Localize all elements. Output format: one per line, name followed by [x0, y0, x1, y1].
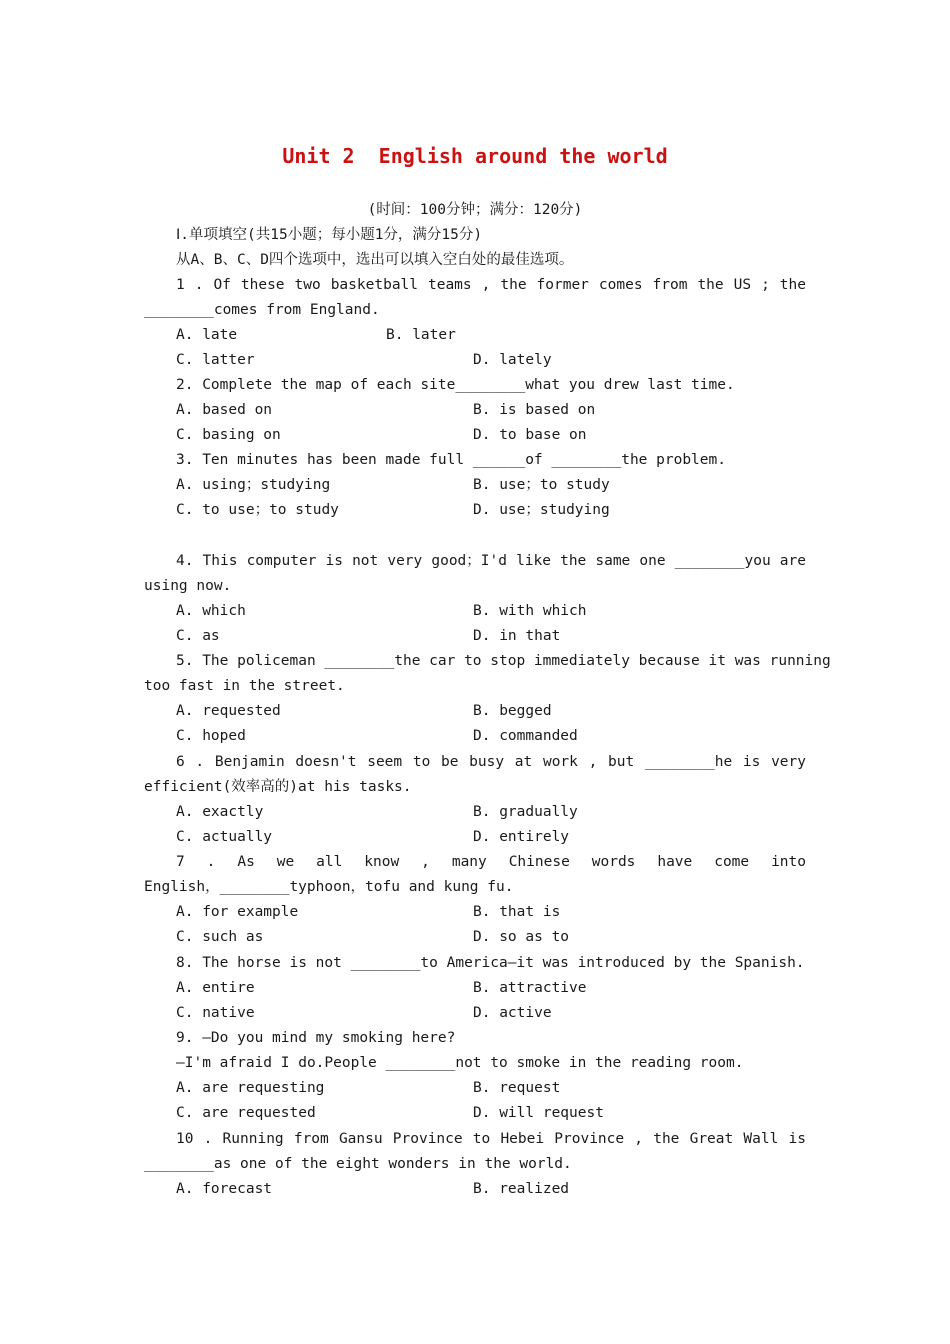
q9-option-d: D. will request: [473, 1105, 604, 1121]
question-10-cont: ________as one of the eight wonders in the world.: [144, 1156, 572, 1172]
q2-option-b: B. is based on: [473, 402, 596, 418]
question-4: 4. This computer is not very good；I'd like the same one ________you are: [176, 553, 806, 569]
question-9: 9. —Do you mind my smoking here?: [176, 1030, 456, 1046]
q3-option-c: C. to use；to study: [176, 502, 339, 518]
question-6: 6 . Benjamin doesn't seem to be busy at work , but ________he is very: [176, 754, 806, 770]
q4-option-b: B. with which: [473, 603, 587, 619]
question-1-cont: ________comes from England.: [144, 302, 380, 318]
question-6-cont: efficient(效率高的)at his tasks.: [144, 779, 412, 795]
q1-option-c: C. latter: [176, 352, 255, 368]
question-3: 3. Ten minutes has been made full ______of ________the problem.: [176, 452, 726, 468]
question-9-reply: —I'm afraid I do.People ________not to smoke in the reading room.: [176, 1055, 744, 1071]
q6-option-d: D. entirely: [473, 829, 570, 845]
q4-option-d: D. in that: [473, 628, 561, 644]
q3-option-b: B. use；to study: [473, 477, 610, 493]
q8-option-a: A. entire: [176, 980, 255, 996]
q7-option-a: A. for example: [176, 904, 299, 920]
q7-option-c: C. such as: [176, 929, 264, 945]
q9-option-c: C. are requested: [176, 1105, 316, 1121]
q5-option-d: D. commanded: [473, 728, 578, 744]
q4-option-c: C. as: [176, 628, 220, 644]
question-5: 5. The policeman ________the car to stop immediately because it was running: [176, 653, 831, 669]
q10-option-a: A. forecast: [176, 1181, 273, 1197]
section-heading: Ⅰ.单项填空(共15小题；每小题1分，满分15分): [176, 227, 483, 243]
question-10: 10 . Running from Gansu Province to Hebei Province , the Great Wall is: [176, 1131, 806, 1147]
q7-option-d: D. so as to: [473, 929, 570, 945]
q3-option-a: A. using；studying: [176, 477, 331, 493]
question-8: 8. The horse is not ________to America—it was introduced by the Spanish.: [176, 955, 805, 971]
question-2: 2. Complete the map of each site________what you drew last time.: [176, 377, 735, 393]
q5-option-c: C. hoped: [176, 728, 246, 744]
q9-option-a: A. are requesting: [176, 1080, 325, 1096]
q10-option-b: B. realized: [473, 1181, 570, 1197]
q4-option-a: A. which: [176, 603, 246, 619]
q1-option-a: A. late: [176, 327, 238, 343]
q2-option-a: A. based on: [176, 402, 273, 418]
q3-option-d: D. use；studying: [473, 502, 610, 518]
q8-option-d: D. active: [473, 1005, 552, 1021]
q6-option-a: A. exactly: [176, 804, 264, 820]
time-score-note: (时间：100分钟；满分：120分): [367, 202, 583, 218]
q9-option-b: B. request: [473, 1080, 561, 1096]
q5-option-a: A. requested: [176, 703, 281, 719]
q6-option-c: C. actually: [176, 829, 273, 845]
q1-option-b: B. later: [386, 327, 456, 343]
question-4-cont: using now.: [144, 578, 232, 594]
q5-option-b: B. begged: [473, 703, 552, 719]
q1-option-d: D. lately: [473, 352, 552, 368]
section-instruction: 从A、B、C、D四个选项中，选出可以填入空白处的最佳选项。: [176, 252, 574, 268]
q6-option-b: B. gradually: [473, 804, 578, 820]
q2-option-c: C. basing on: [176, 427, 281, 443]
question-7-cont: English，________typhoon，tofu and kung fu.: [144, 879, 514, 895]
q8-option-b: B. attractive: [473, 980, 587, 996]
question-5-cont: too fast in the street.: [144, 678, 345, 694]
q2-option-d: D. to base on: [473, 427, 587, 443]
question-7: 7 . As we all know , many Chinese words have come into: [176, 854, 806, 870]
q8-option-c: C. native: [176, 1005, 255, 1021]
page-title: Unit 2 English around the world: [282, 144, 668, 168]
question-1: 1 . Of these two basketball teams , the former comes from the US ; the: [176, 277, 806, 293]
q7-option-b: B. that is: [473, 904, 561, 920]
